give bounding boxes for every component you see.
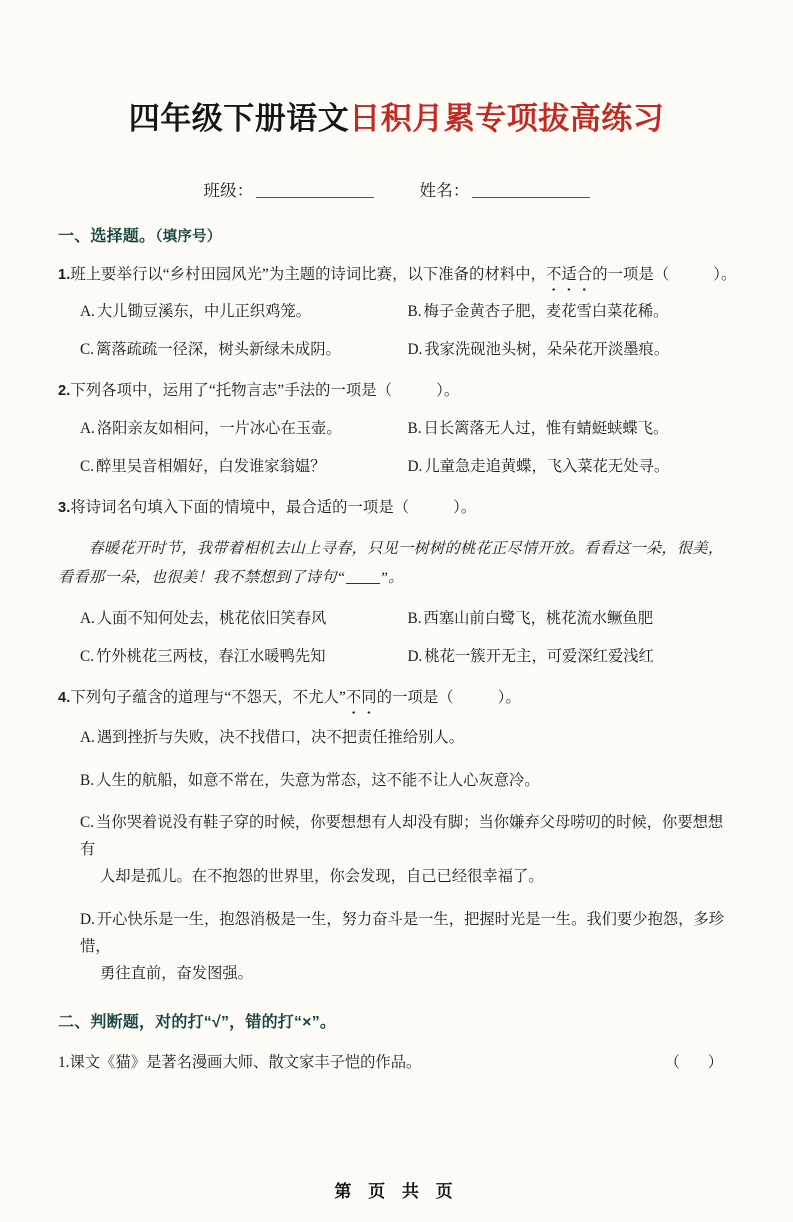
option-c-label: C.: [80, 647, 95, 665]
option-a[interactable]: [58, 724, 735, 751]
option-b[interactable]: [408, 301, 736, 324]
true-false-item-1: [58, 1050, 735, 1072]
option-a[interactable]: [80, 301, 408, 324]
option-d[interactable]: [58, 906, 735, 988]
option-c-text: 篱落疏疏一径深，树头新绿未成阴。: [96, 341, 341, 359]
page-title: [58, 100, 735, 139]
option-row: [58, 418, 735, 441]
option-d[interactable]: [408, 456, 736, 479]
option-d-line-2: 勇往直前，奋发图强。: [100, 965, 253, 982]
question-1: [58, 263, 735, 287]
option-d-text: 儿童急走追黄蝶，飞入菜花无处寻。: [424, 457, 670, 475]
question-3-number: 3.: [58, 499, 71, 516]
option-a-text: 洛阳亲友如相问，一片冰心在玉壶。: [96, 420, 342, 438]
option-a-line-1: 遇到挫折与失败，决不找借口，决不把责任推给别人。: [96, 729, 465, 747]
option-c-line-1: 当你哭着说没有鞋子穿的时候，你要想想有人却没有脚；当你嫌弃父母唠叨的时候，你要想想有: [80, 813, 724, 859]
name-label: 姓名：: [419, 180, 470, 200]
section-heading-1-note: （填序号）: [155, 228, 222, 245]
option-b-line-1: 人生的航船，如意不常在，失意为常态，这不能不让人心灰意冷。: [96, 771, 540, 789]
question-1-number: 1.: [58, 266, 71, 283]
class-blank-line[interactable]: [256, 182, 374, 198]
question-1-stem-end: ）。: [713, 265, 737, 283]
option-b[interactable]: [58, 767, 735, 794]
true-false-item-1-answer-box[interactable]: （ ）: [664, 1054, 735, 1072]
question-4-stem: [58, 689, 521, 706]
option-b-label: B.: [80, 771, 95, 789]
option-c-line-2: 人却是孤儿。在不抱怨的世界里，你会发现，自己已经很幸福了。: [100, 868, 544, 886]
section-heading-1-text: 一、选择题。: [58, 227, 156, 245]
student-info-row: [58, 177, 735, 201]
option-b-text: 西塞山前白鹭飞，桃花流水鳜鱼肥: [423, 609, 653, 627]
question-3-scenario: [58, 534, 735, 593]
option-d-text: 桃花一簇开无主，可爱深红爱浅红: [424, 647, 654, 665]
question-3: [58, 496, 735, 520]
question-2-number: 2.: [58, 383, 71, 400]
option-d[interactable]: [408, 339, 736, 362]
option-row: [58, 301, 735, 324]
option-b-text: 梅子金黄杏子肥，麦花雪白菜花稀。: [423, 303, 669, 321]
option-c-label: C.: [80, 457, 95, 475]
question-4-emphasis: 不同: [346, 686, 377, 710]
option-a-label: A.: [80, 609, 95, 627]
name-blank-line[interactable]: [472, 182, 590, 198]
option-d-label: D.: [407, 341, 423, 359]
option-b-label: B.: [407, 303, 422, 321]
section-heading-2-text: 二、判断题，对的打“√”，错的打“×”。: [58, 1014, 337, 1032]
option-a[interactable]: [80, 418, 408, 441]
section-heading-2: [58, 1009, 735, 1032]
class-field: [203, 177, 373, 201]
scenario-text-part1: 春暖花开时节，我带着相机去山上寻春，只见一树树的桃花正尽情开放。看看这一朵，很美，看看那一朵，也很美！我不禁想到了诗句“: [58, 539, 724, 587]
class-label: 班级：: [203, 180, 254, 200]
question-4-stem-post: 的一项是（: [376, 688, 454, 706]
option-c[interactable]: [80, 339, 408, 362]
option-a-text: 人面不知何处去，桃花依旧笑春风: [96, 609, 327, 627]
question-1-stem-post: 的一项是（: [592, 265, 670, 283]
page-footer: 第 页 共 页: [334, 1182, 459, 1201]
option-d-label: D.: [80, 910, 95, 928]
question-3-stem-end: ）。: [453, 498, 477, 516]
option-b-text: 日长篱落无人过，惟有蜻蜓蛱蝶飞。: [423, 420, 669, 438]
option-b-label: B.: [407, 420, 422, 438]
true-false-item-1-body: 课文《猫》是著名漫画大师、散文家丰子恺的作品。: [69, 1054, 422, 1072]
question-1-stem-pre: 班上要举行以“乡村田园风光”为主题的诗词比赛，以下准备的材料中，: [70, 265, 547, 283]
option-c[interactable]: [80, 456, 408, 479]
question-2-stem: [58, 382, 459, 399]
question-4-options: [58, 724, 735, 987]
question-1-stem: [58, 266, 736, 283]
option-c-text: 醉里吴音相媚好，白发谁家翁媪？: [96, 457, 326, 475]
question-4-stem-end: ）。: [497, 688, 521, 706]
option-row: [58, 456, 735, 479]
page-title-black: 四年级下册语文: [128, 101, 350, 136]
option-c-text: 竹外桃花三两枝，春江水暖鸭先知: [96, 647, 326, 665]
question-2-stem-pre: 下列各项中，运用了“托物言志”手法的一项是（: [70, 382, 393, 400]
option-d-label: D.: [407, 647, 423, 665]
true-false-item-1-text: [58, 1050, 665, 1072]
question-2-stem-end: ）。: [436, 382, 460, 400]
question-4: [58, 686, 735, 710]
option-c[interactable]: [58, 809, 735, 891]
question-2-options: [58, 418, 735, 479]
section-heading-1: [58, 223, 735, 246]
option-a-label: A.: [80, 303, 95, 321]
scenario-blank[interactable]: [346, 570, 380, 584]
worksheet-page: [0, 100, 793, 1222]
option-a-label: A.: [80, 420, 95, 438]
question-3-stem: [58, 499, 476, 516]
question-4-number: 4.: [58, 689, 71, 706]
question-3-stem-pre: 将诗词名句填入下面的情境中，最合适的一项是（: [70, 498, 410, 516]
option-a-text: 大儿锄豆溪东，中儿正织鸡笼。: [96, 303, 312, 321]
option-c-label: C.: [80, 341, 95, 359]
question-1-options: [58, 301, 735, 362]
question-1-emphasis: 不适合: [546, 263, 592, 287]
question-4-stem-pre: 下列句子蕴含的道理与“不怨天，不尤人”: [70, 688, 346, 706]
option-d-label: D.: [407, 457, 423, 475]
page-title-red: 日积月累专项拔高练习: [349, 101, 665, 136]
name-field: [420, 177, 590, 201]
scenario-text-part2: ”。: [379, 569, 404, 587]
option-b-label: B.: [407, 609, 422, 627]
question-3-options: [58, 608, 735, 669]
option-a-label: A.: [80, 729, 95, 747]
option-row: [58, 608, 735, 631]
option-c-label: C.: [80, 813, 95, 831]
option-row: [58, 646, 735, 669]
option-d-text: 我家洗砚池头树，朵朵花开淡墨痕。: [424, 341, 670, 359]
option-c[interactable]: [80, 646, 408, 669]
option-d[interactable]: [408, 646, 736, 669]
option-row: [58, 339, 735, 362]
option-d-line-1: 开心快乐是一生，抱怨消极是一生，努力奋斗是一生，把握时光是一生。我们要少抱怨，多珍惜，: [80, 910, 725, 955]
option-b[interactable]: [408, 418, 736, 441]
option-b[interactable]: [408, 608, 736, 631]
question-2: [58, 379, 735, 403]
option-a[interactable]: [80, 608, 408, 631]
true-false-item-1-number: 1.: [58, 1054, 70, 1072]
